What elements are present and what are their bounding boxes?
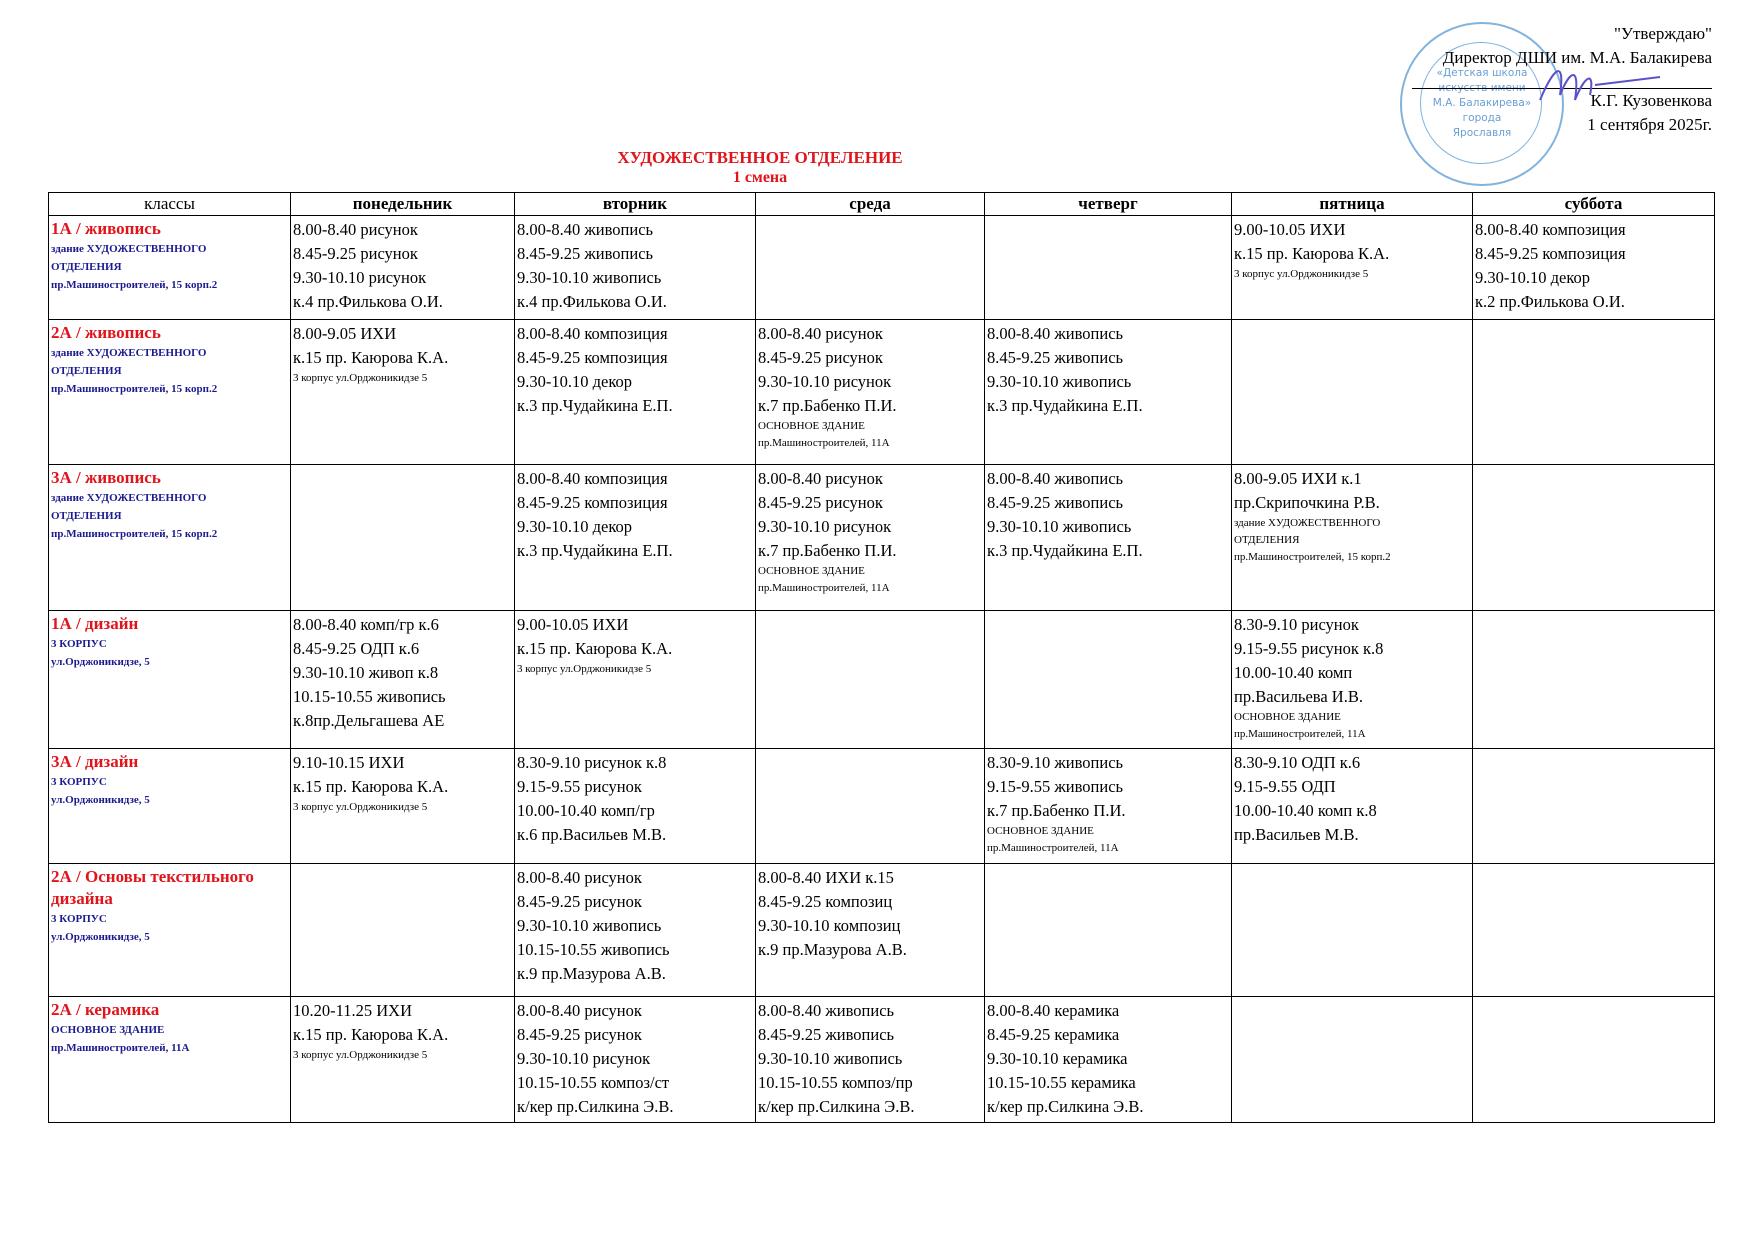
- lesson-line: к.7 пр.Бабенко П.И.: [758, 541, 897, 560]
- lesson-line: к/кер пр.Силкина Э.В.: [517, 1097, 674, 1116]
- table-row: [49, 611, 1715, 749]
- lesson-line: 8.45-9.25 живопись: [987, 348, 1124, 367]
- signature-icon: [1535, 55, 1665, 115]
- schedule-table: [48, 192, 1715, 1123]
- lesson-line: 8.00-8.40 комп/гр к.6: [293, 615, 439, 634]
- lesson-line: 8.45-9.25 композиция: [517, 493, 668, 512]
- schedule-cell-tuesday: [515, 864, 756, 997]
- lesson-line: к.7 пр.Бабенко П.И.: [758, 396, 897, 415]
- lesson-line: 9.00-10.05 ИХИ: [1234, 220, 1346, 239]
- schedule-body: [49, 216, 1715, 1123]
- schedule-cell-thursday: [985, 320, 1232, 465]
- lesson-line: 10.00-10.40 комп к.8: [1234, 801, 1377, 820]
- location-note: ОСНОВНОЕ ЗДАНИЕ: [758, 565, 865, 577]
- class-cell: [49, 611, 291, 749]
- class-location: пр.Машиностроителей, 15 корп.2: [51, 279, 218, 291]
- schedule-cell-friday: [1232, 320, 1473, 465]
- header-row: [49, 193, 1715, 216]
- class-name: 1А / живопись: [51, 219, 161, 238]
- lesson-line: к.2 пр.Филькова О.И.: [1475, 292, 1625, 311]
- class-location: пр.Машиностроителей, 15 корп.2: [51, 528, 218, 540]
- lesson-line: 10.15-10.55 композ/ст: [517, 1073, 670, 1092]
- lesson-line: 8.00-8.40 рисунок: [758, 324, 883, 343]
- lesson-line: 9.30-10.10 декор: [517, 372, 633, 391]
- class-location: ОТДЕЛЕНИЯ: [51, 510, 122, 522]
- schedule-cell-tuesday: [515, 465, 756, 611]
- lesson-line: 8.30-9.10 рисунок к.8: [517, 753, 667, 772]
- location-note: ОСНОВНОЕ ЗДАНИЕ: [1234, 711, 1341, 723]
- lesson-line: 9.30-10.10 композиц: [758, 916, 901, 935]
- lesson-line: 10.15-10.55 живопись: [293, 687, 446, 706]
- lesson-line: к.15 пр. Каюрова К.А.: [293, 777, 449, 796]
- schedule-cell-monday: [291, 997, 515, 1123]
- location-note: пр.Машиностроителей, 11А: [1234, 728, 1366, 740]
- lesson-line: 8.45-9.25 ОДП к.6: [293, 639, 420, 658]
- schedule-cell-saturday: [1473, 611, 1715, 749]
- lesson-line: 8.30-9.10 ОДП к.6: [1234, 753, 1361, 772]
- class-cell: [49, 216, 291, 320]
- lesson-line: 8.00-8.40 ИХИ к.15: [758, 868, 894, 887]
- class-location: ОТДЕЛЕНИЯ: [51, 365, 122, 377]
- location-note: пр.Машиностроителей, 11А: [758, 582, 890, 594]
- table-row: [49, 465, 1715, 611]
- lesson-line: 8.45-9.25 рисунок: [517, 892, 642, 911]
- lesson-line: к.4 пр.Филькова О.И.: [293, 292, 443, 311]
- class-name: 2А / керамика: [51, 1000, 160, 1019]
- schedule-cell-monday: [291, 864, 515, 997]
- schedule-cell-thursday: [985, 997, 1232, 1123]
- approval-heading: "Утверждаю": [1614, 24, 1712, 43]
- stamp-line: М.А. Балакирева»: [1432, 97, 1532, 109]
- class-location: 3 КОРПУС: [51, 913, 107, 925]
- lesson-line: 8.45-9.25 композиц: [758, 892, 893, 911]
- schedule-cell-monday: [291, 216, 515, 320]
- lesson-line: к.8пр.Дельгашева АЕ: [293, 711, 445, 730]
- stamp-line: искусств имени: [1438, 82, 1526, 94]
- class-name: 3А / дизайн: [51, 752, 139, 771]
- schedule-cell-saturday: [1473, 320, 1715, 465]
- lesson-line: к.6 пр.Васильев М.В.: [517, 825, 667, 844]
- lesson-line: 9.30-10.10 живопись: [987, 372, 1132, 391]
- location-note: 3 корпус ул.Орджоникидзе 5: [1234, 268, 1369, 280]
- col-header-tuesday: вторник: [515, 193, 756, 216]
- lesson-line: к.4 пр.Филькова О.И.: [517, 292, 667, 311]
- class-name: 2А / живопись: [51, 323, 161, 342]
- schedule-cell-tuesday: [515, 320, 756, 465]
- lesson-line: к.3 пр.Чудайкина Е.П.: [517, 541, 673, 560]
- class-location: ул.Орджоникидзе, 5: [51, 656, 150, 668]
- lesson-line: 9.30-10.10 рисунок: [293, 268, 427, 287]
- schedule-cell-wednesday: [756, 216, 985, 320]
- schedule-cell-wednesday: [756, 611, 985, 749]
- stamp-line: «Детская школа: [1436, 67, 1528, 79]
- class-location: здание ХУДОЖЕСТВЕННОГО: [51, 492, 207, 504]
- class-name: 3А / живопись: [51, 468, 161, 487]
- lesson-line: 8.45-9.25 живопись: [517, 244, 654, 263]
- schedule-cell-wednesday: [756, 997, 985, 1123]
- table-row: [49, 749, 1715, 864]
- location-note: ОСНОВНОЕ ЗДАНИЕ: [758, 420, 865, 432]
- approval-position: Директор ДШИ им. М.А. Балакирева: [1442, 48, 1712, 67]
- col-header-classes: классы: [49, 193, 291, 216]
- lesson-line: пр.Скрипочкина Р.В.: [1234, 493, 1380, 512]
- lesson-line: 9.30-10.10 живопись: [758, 1049, 903, 1068]
- lesson-line: к.7 пр.Бабенко П.И.: [987, 801, 1126, 820]
- lesson-line: к.3 пр.Чудайкина Е.П.: [987, 396, 1143, 415]
- schedule-cell-saturday: [1473, 864, 1715, 997]
- page-title: ХУДОЖЕСТВЕННОЕ ОТДЕЛЕНИЕ: [617, 148, 903, 167]
- lesson-line: 8.00-8.40 рисунок: [293, 220, 418, 239]
- lesson-line: 8.00-8.40 композиция: [1475, 220, 1626, 239]
- schedule-cell-thursday: [985, 749, 1232, 864]
- lesson-line: 10.00-10.40 комп/гр: [517, 801, 655, 820]
- location-note: 3 корпус ул.Орджоникидзе 5: [293, 372, 428, 384]
- location-note: пр.Машиностроителей, 11А: [758, 437, 890, 449]
- schedule-cell-tuesday: [515, 749, 756, 864]
- location-note: пр.Машиностроителей, 15 корп.2: [1234, 551, 1391, 563]
- lesson-line: 9.10-10.15 ИХИ: [293, 753, 405, 772]
- schedule-cell-wednesday: [756, 465, 985, 611]
- lesson-line: 8.45-9.25 рисунок: [758, 493, 883, 512]
- col-header-thursday: четверг: [985, 193, 1232, 216]
- lesson-line: к.15 пр. Каюрова К.А.: [293, 348, 449, 367]
- lesson-line: 8.00-8.40 живопись: [758, 1001, 895, 1020]
- lesson-line: 8.00-8.40 композиция: [517, 469, 668, 488]
- lesson-line: к.9 пр.Мазурова А.В.: [517, 964, 666, 983]
- class-name: 2А / Основы текстильного дизайна: [51, 867, 254, 908]
- location-note: ОСНОВНОЕ ЗДАНИЕ: [987, 825, 1094, 837]
- col-header-friday: пятница: [1232, 193, 1473, 216]
- lesson-line: 8.45-9.25 композиция: [1475, 244, 1626, 263]
- lesson-line: 9.30-10.10 живоп к.8: [293, 663, 439, 682]
- lesson-line: к.15 пр. Каюрова К.А.: [1234, 244, 1390, 263]
- table-row: [49, 864, 1715, 997]
- location-note: 3 корпус ул.Орджоникидзе 5: [293, 801, 428, 813]
- location-note: здание ХУДОЖЕСТВЕННОГО: [1234, 517, 1381, 529]
- location-note: 3 корпус ул.Орджоникидзе 5: [293, 1049, 428, 1061]
- class-location: ул.Орджоникидзе, 5: [51, 794, 150, 806]
- lesson-line: к.15 пр. Каюрова К.А.: [293, 1025, 449, 1044]
- lesson-line: 8.45-9.25 керамика: [987, 1025, 1120, 1044]
- lesson-line: 9.15-9.55 живопись: [987, 777, 1124, 796]
- lesson-line: к.3 пр.Чудайкина Е.П.: [517, 396, 673, 415]
- table-row: [49, 320, 1715, 465]
- lesson-line: 10.00-10.40 комп: [1234, 663, 1353, 682]
- table-row: [49, 216, 1715, 320]
- schedule-cell-friday: [1232, 864, 1473, 997]
- schedule-cell-wednesday: [756, 320, 985, 465]
- approval-date: 1 сентября 2025г.: [1587, 115, 1712, 134]
- lesson-line: 9.30-10.10 рисунок: [517, 1049, 651, 1068]
- lesson-line: 9.30-10.10 керамика: [987, 1049, 1128, 1068]
- schedule-cell-saturday: [1473, 216, 1715, 320]
- lesson-line: 10.15-10.55 керамика: [987, 1073, 1136, 1092]
- class-cell: [49, 465, 291, 611]
- lesson-line: 8.00-8.40 керамика: [987, 1001, 1120, 1020]
- lesson-line: 9.00-10.05 ИХИ: [517, 615, 629, 634]
- schedule-cell-friday: [1232, 997, 1473, 1123]
- class-location: ОСНОВНОЕ ЗДАНИЕ: [51, 1024, 165, 1036]
- schedule-cell-monday: [291, 320, 515, 465]
- lesson-line: к/кер пр.Силкина Э.В.: [758, 1097, 915, 1116]
- class-location: здание ХУДОЖЕСТВЕННОГО: [51, 347, 207, 359]
- class-location: пр.Машиностроителей, 11А: [51, 1042, 190, 1054]
- schedule-cell-friday: [1232, 749, 1473, 864]
- class-location: ОТДЕЛЕНИЯ: [51, 261, 122, 273]
- class-location: пр.Машиностроителей, 15 корп.2: [51, 383, 218, 395]
- lesson-line: 9.30-10.10 живопись: [517, 916, 662, 935]
- lesson-line: пр.Васильев М.В.: [1234, 825, 1359, 844]
- lesson-line: 9.30-10.10 декор: [517, 517, 633, 536]
- schedule-cell-tuesday: [515, 997, 756, 1123]
- lesson-line: к/кер пр.Силкина Э.В.: [987, 1097, 1144, 1116]
- schedule-cell-friday: [1232, 216, 1473, 320]
- page-subtitle: 1 смена: [732, 169, 788, 186]
- schedule-cell-saturday: [1473, 749, 1715, 864]
- lesson-line: 10.15-10.55 композ/пр: [758, 1073, 913, 1092]
- lesson-line: 9.30-10.10 живопись: [987, 517, 1132, 536]
- schedule-cell-wednesday: [756, 864, 985, 997]
- location-note: 3 корпус ул.Орджоникидзе 5: [517, 663, 652, 675]
- lesson-line: 8.45-9.25 рисунок: [293, 244, 418, 263]
- class-cell: [49, 749, 291, 864]
- stamp-line: Ярославля: [1452, 127, 1512, 139]
- lesson-line: 8.00-8.40 живопись: [517, 220, 654, 239]
- stamp-line: города: [1462, 112, 1502, 124]
- lesson-line: 10.20-11.25 ИХИ: [293, 1001, 413, 1020]
- lesson-line: пр.Васильева И.В.: [1234, 687, 1363, 706]
- class-location: 3 КОРПУС: [51, 638, 107, 650]
- lesson-line: 9.15-9.55 рисунок: [517, 777, 642, 796]
- lesson-line: 9.15-9.55 рисунок к.8: [1234, 639, 1384, 658]
- schedule-cell-monday: [291, 465, 515, 611]
- location-note: пр.Машиностроителей, 11А: [987, 842, 1119, 854]
- lesson-line: 8.45-9.25 композиция: [517, 348, 668, 367]
- lesson-line: 9.15-9.55 ОДП: [1234, 777, 1336, 796]
- lesson-line: к.15 пр. Каюрова К.А.: [517, 639, 673, 658]
- lesson-line: 8.00-8.40 композиция: [517, 324, 668, 343]
- lesson-line: 9.30-10.10 рисунок: [758, 372, 892, 391]
- schedule-cell-friday: [1232, 465, 1473, 611]
- location-note: ОТДЕЛЕНИЯ: [1234, 534, 1300, 546]
- lesson-line: к.3 пр.Чудайкина Е.П.: [987, 541, 1143, 560]
- schedule-cell-monday: [291, 749, 515, 864]
- lesson-line: 8.00-8.40 рисунок: [758, 469, 883, 488]
- lesson-line: 8.00-8.40 живопись: [987, 324, 1124, 343]
- lesson-line: 8.45-9.25 живопись: [758, 1025, 895, 1044]
- lesson-line: 8.30-9.10 живопись: [987, 753, 1124, 772]
- schedule-cell-saturday: [1473, 465, 1715, 611]
- schedule-cell-monday: [291, 611, 515, 749]
- schedule-cell-thursday: [985, 611, 1232, 749]
- lesson-line: 8.00-8.40 рисунок: [517, 1001, 642, 1020]
- class-location: 3 КОРПУС: [51, 776, 107, 788]
- schedule-cell-friday: [1232, 611, 1473, 749]
- lesson-line: 9.30-10.10 живопись: [517, 268, 662, 287]
- lesson-line: 8.00-8.40 живопись: [987, 469, 1124, 488]
- class-location: ул.Орджоникидзе, 5: [51, 931, 150, 943]
- class-name: 1А / дизайн: [51, 614, 139, 633]
- schedule-cell-saturday: [1473, 997, 1715, 1123]
- schedule-cell-thursday: [985, 864, 1232, 997]
- lesson-line: 8.30-9.10 рисунок: [1234, 615, 1359, 634]
- lesson-line: 9.30-10.10 декор: [1475, 268, 1591, 287]
- col-header-monday: понедельник: [291, 193, 515, 216]
- col-header-saturday: суббота: [1473, 193, 1715, 216]
- col-header-wednesday: среда: [756, 193, 985, 216]
- schedule-cell-tuesday: [515, 611, 756, 749]
- lesson-line: 8.45-9.25 рисунок: [517, 1025, 642, 1044]
- lesson-line: 8.45-9.25 рисунок: [758, 348, 883, 367]
- class-location: здание ХУДОЖЕСТВЕННОГО: [51, 243, 207, 255]
- lesson-line: 8.45-9.25 живопись: [987, 493, 1124, 512]
- table-row: [49, 997, 1715, 1123]
- schedule-cell-tuesday: [515, 216, 756, 320]
- lesson-line: 9.30-10.10 рисунок: [758, 517, 892, 536]
- class-cell: [49, 864, 291, 997]
- schedule-cell-thursday: [985, 216, 1232, 320]
- lesson-line: 8.00-8.40 рисунок: [517, 868, 642, 887]
- lesson-line: 8.00-9.05 ИХИ: [293, 324, 397, 343]
- class-cell: [49, 320, 291, 465]
- schedule-cell-thursday: [985, 465, 1232, 611]
- class-cell: [49, 997, 291, 1123]
- lesson-line: 8.00-9.05 ИХИ к.1: [1234, 469, 1362, 488]
- schedule-cell-wednesday: [756, 749, 985, 864]
- lesson-line: к.9 пр.Мазурова А.В.: [758, 940, 907, 959]
- lesson-line: 10.15-10.55 живопись: [517, 940, 670, 959]
- approval-name: К.Г. Кузовенкова: [1590, 91, 1712, 110]
